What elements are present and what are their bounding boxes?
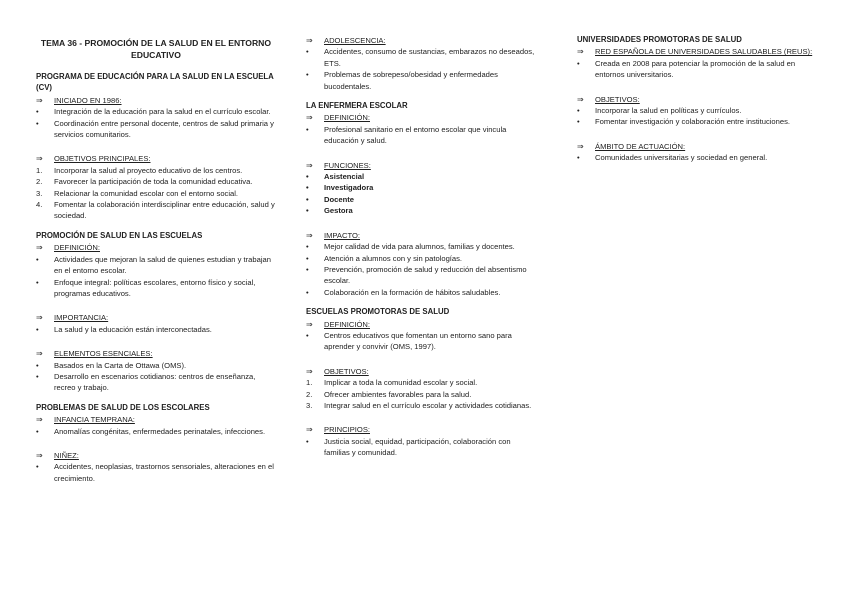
list-item: • Accidentes, neoplasias, trastornos sensoriales, alteraciones en el crecimiento. [36, 462, 274, 483]
list-item: • Coordinación entre personal docente, centros de salud primaria y servicios comunitarios. [36, 118, 274, 140]
arrow-icon: ⇒ [306, 113, 313, 123]
list-item: 1. Implicar a toda la comunidad escolar y social. [306, 378, 478, 388]
bullet-icon: • [306, 436, 309, 446]
arrow-icon: ⇒ [36, 154, 43, 164]
list-item: • Docente [306, 194, 354, 204]
subheading-ninez: ⇒ NIÑEZ: [36, 450, 79, 460]
subheading-objetivos: ⇒ OBJETIVOS: [577, 94, 640, 104]
bullet-icon: • [306, 183, 309, 193]
bullet-icon: • [577, 58, 580, 68]
bullet-icon: • [577, 106, 580, 116]
bullet-icon: • [306, 253, 309, 263]
bullet-icon: • [36, 118, 39, 128]
list-item: 3. Integrar salud en el currículo escolar y actividades cotidianas. [306, 400, 532, 410]
subheading-definicion: ⇒ DEFINICIÓN: [36, 243, 100, 253]
arrow-icon: ⇒ [36, 243, 43, 253]
arrow-icon: ⇒ [306, 230, 313, 240]
subheading-objetivos: ⇒ OBJETIVOS PRINCIPALES: [36, 154, 151, 164]
list-item: • Enfoque integral: políticas escolares, entorno físico y social, programas educativos. [36, 277, 256, 298]
subheading-funciones: ⇒ FUNCIONES: [306, 160, 371, 170]
list-item: • Creada en 2008 para potenciar la promoción de la salud en entornos universitarios. [577, 58, 796, 80]
list-funciones [306, 171, 538, 217]
list-principios [306, 436, 538, 459]
heading-problemas: PROBLEMAS DE SALUD DE LOS ESCOLARES [36, 402, 210, 412]
bullet-icon: • [577, 153, 580, 163]
column-1 [36, 34, 276, 484]
subheading-elementos: ⇒ ELEMENTOS ESENCIALES: [36, 349, 153, 359]
list-item: • Accidentes, consumo de sustancias, embarazos no deseados, ETS. [306, 47, 535, 68]
subheading-reus: ⇒ RED ESPAÑOLA DE UNIVERSIDADES SALUDABLES (REUS): [577, 47, 813, 57]
list-adolescencia [306, 46, 538, 92]
list-item: 4. Fomentar la colaboración interdisciplinar entre educación, salud y sociedad. [36, 200, 275, 221]
subheading-principios: ⇒ PRINCIPIOS: [306, 425, 370, 435]
bullet-icon: • [306, 287, 309, 297]
list-infancia [36, 426, 276, 437]
list-iniciado [36, 106, 276, 140]
list-definicion [306, 330, 538, 353]
bullet-icon: • [306, 70, 309, 80]
bullet-icon: • [36, 371, 39, 381]
heading-enfermera: LA ENFERMERA ESCOLAR [306, 101, 408, 111]
bullet-icon: • [36, 107, 39, 117]
heading-programa: PROGRAMA DE EDUCACIÓN PARA LA SALUD EN LA ESCUELA (CV) [36, 72, 274, 93]
list-item: • Problemas de sobrepeso/obesidad y enfermedades bucodentales. [306, 70, 498, 91]
column-2 [306, 34, 538, 459]
bullet-icon: • [306, 330, 309, 340]
arrow-icon: ⇒ [306, 366, 313, 376]
arrow-icon: ⇒ [577, 141, 584, 151]
heading-promocion: PROMOCIÓN DE SALUD EN LAS ESCUELAS [36, 230, 203, 240]
arrow-icon: ⇒ [306, 425, 313, 435]
bullet-icon: • [306, 242, 309, 252]
bullet-icon: • [36, 254, 39, 264]
bullet-icon: • [36, 426, 39, 436]
arrow-icon: ⇒ [36, 95, 43, 105]
list-ambito [577, 152, 813, 163]
bullet-icon: • [36, 277, 39, 287]
list-item: • Investigadora [306, 183, 374, 193]
heading-escuelas-promotoras: ESCUELAS PROMOTORAS DE SALUD [306, 307, 450, 317]
bullet-icon: • [306, 194, 309, 204]
list-definicion [36, 254, 276, 300]
list-item: • Basados en la Carta de Ottawa (OMS). [36, 360, 187, 370]
list-item: 2. Favorecer la participación de toda la comunidad educativa. [36, 177, 253, 187]
page-title: TEMA 36 - PROMOCIÓN DE LA SALUD EN EL ENTORNO EDUCATIVO [40, 38, 272, 60]
bullet-icon: • [577, 117, 580, 127]
list-item: • Profesional sanitario en el entorno escolar que vincula educación y salud. [306, 124, 507, 146]
arrow-icon: ⇒ [306, 160, 313, 170]
arrow-icon: ⇒ [577, 47, 584, 57]
list-objetivos [306, 377, 538, 411]
bullet-icon: • [306, 124, 309, 134]
subheading-ambito: ⇒ ÁMBITO DE ACTUACIÓN: [577, 141, 686, 151]
list-item: 1. Incorporar la salud al proyecto educativo de los centros. [36, 165, 243, 175]
list-item: • Asistencial [306, 172, 365, 182]
list-item: 3. Relacionar la comunidad escolar con el entorno social. [36, 188, 239, 198]
list-reus [577, 58, 813, 81]
list-objetivos [577, 105, 813, 128]
subheading-objetivos: ⇒ OBJETIVOS: [306, 366, 369, 376]
list-item: • Incorporar la salud en políticas y currículos. [577, 106, 742, 116]
subheading-definicion: ⇒ DEFINICIÓN: [306, 319, 370, 329]
list-item: • Colaboración en la formación de hábitos saludables. [306, 287, 501, 297]
list-item: • Atención a alumnos con y sin patologías. [306, 253, 463, 263]
list-elementos [36, 360, 276, 394]
bullet-icon: • [36, 324, 39, 334]
column-3 [577, 34, 813, 164]
arrow-icon: ⇒ [306, 319, 313, 329]
list-importancia [36, 324, 276, 335]
bullet-icon: • [306, 264, 309, 274]
list-item: • Comunidades universitarias y sociedad en general. [577, 153, 768, 163]
list-item: • Centros educativos que fomentan un entorno sano para aprender y convivir (OMS, 1997). [306, 330, 512, 352]
subheading-adolescencia: ⇒ ADOLESCENCIA: [306, 36, 386, 45]
list-objetivos [36, 165, 276, 222]
list-item: • Justicia social, equidad, participación, colaboración con familias y comunidad. [306, 436, 511, 458]
subheading-importancia: ⇒ IMPORTANCIA: [36, 313, 109, 323]
bullet-icon: • [306, 172, 309, 182]
heading-universidades: UNIVERSIDADES PROMOTORAS DE SALUD [577, 35, 742, 44]
list-item: • Mejor calidad de vida para alumnos, familias y docentes. [306, 242, 515, 252]
list-item: • Desarrollo en escenarios cotidianos: centros de enseñanza, recreo y trabajo. [36, 371, 256, 393]
bullet-icon: • [306, 47, 309, 57]
arrow-icon: ⇒ [36, 349, 43, 359]
bullet-icon: • [306, 206, 309, 216]
arrow-icon: ⇒ [577, 94, 584, 104]
bullet-icon: • [36, 462, 39, 472]
list-item: • La salud y la educación están interconectadas. [36, 324, 212, 334]
list-item: • Gestora [306, 206, 353, 216]
list-item: • Anomalías congénitas, enfermedades perinatales, infecciones. [36, 426, 266, 436]
list-item: • Integración de la educación para la salud en el currículo escolar. [36, 107, 271, 117]
list-item: 2. Ofrecer ambientes favorables para la salud. [306, 389, 472, 399]
subheading-definicion: ⇒ DEFINICIÓN: [306, 113, 370, 123]
list-item: • Actividades que mejoran la salud de quienes estudian y trabajan en el entorno escolar. [36, 254, 271, 276]
bullet-icon: • [36, 360, 39, 370]
arrow-icon: ⇒ [306, 36, 313, 45]
subheading-infancia: ⇒ INFANCIA TEMPRANA: [36, 415, 135, 425]
list-definicion [306, 124, 538, 147]
arrow-icon: ⇒ [36, 450, 43, 460]
list-item: • Fomentar investigación y colaboración entre instituciones. [577, 117, 791, 127]
list-impacto [306, 241, 538, 298]
list-item: • Prevención, promoción de salud y reducción del absentismo escolar. [306, 264, 527, 286]
arrow-icon: ⇒ [36, 415, 43, 425]
list-ninez [36, 461, 276, 484]
arrow-icon: ⇒ [36, 313, 43, 323]
subheading-iniciado: ⇒ INICIADO EN 1986: [36, 95, 122, 105]
subheading-impacto: ⇒ IMPACTO: [306, 230, 361, 240]
